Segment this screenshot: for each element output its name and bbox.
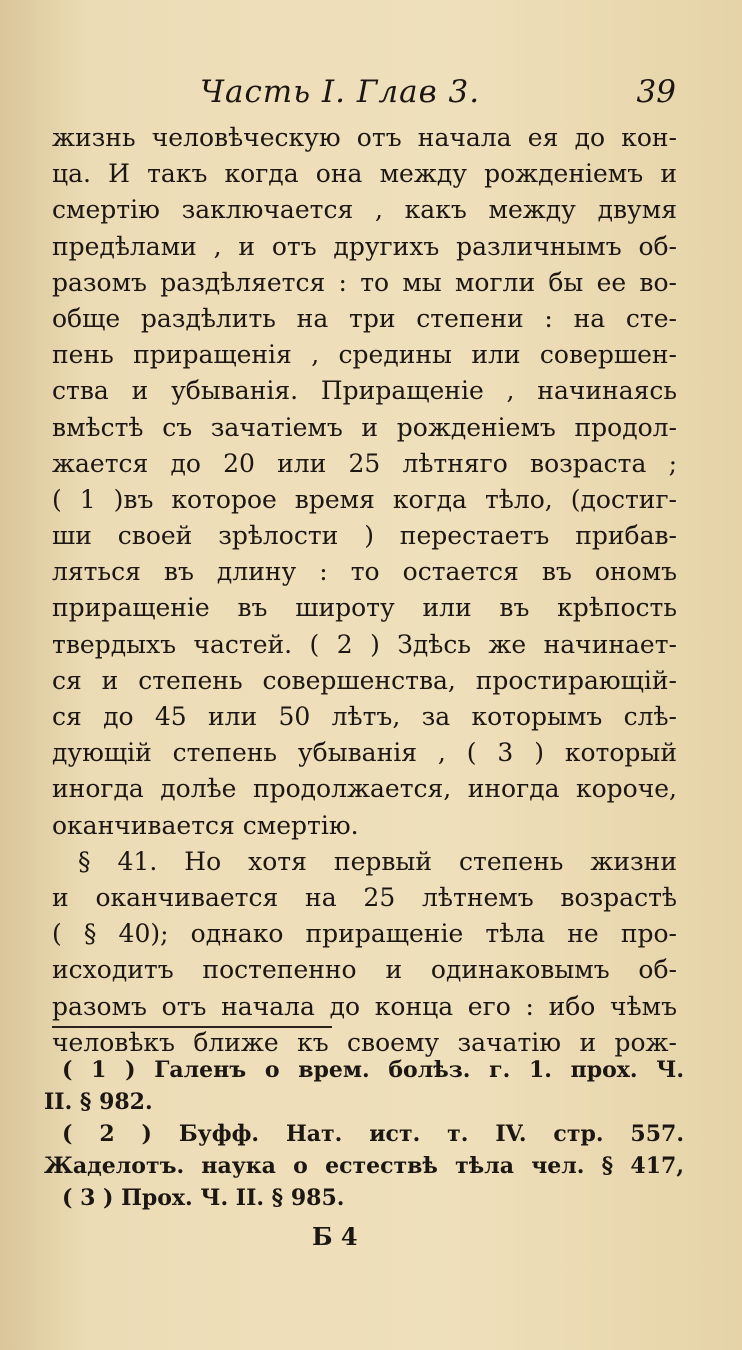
text-line: ства и убыванія. Приращеніе , начинаясь [52, 376, 677, 406]
signature-mark: Б 4 [312, 1222, 358, 1251]
text-line: и оканчивается на 25 лѣтнемъ возрастѣ [52, 882, 677, 912]
text-line: ляться въ длину : то остается въ ономъ [52, 557, 677, 587]
text-line: твердыхъ частей. ( 2 ) Здѣсь же начинает- [52, 629, 677, 659]
text-line: ( 1 )въ которое время когда тѣло, (достиг- [52, 484, 677, 514]
text-line: разомъ раздѣляется : то мы могли бы ее во- [52, 267, 677, 297]
footnote-divider [52, 1026, 332, 1028]
text-line: вмѣстѣ съ зачатіемъ и рожденіемъ продол- [52, 412, 677, 442]
text-line: иногда долѣе продолжается, иногда короче, [52, 774, 677, 804]
text-line: жается до 20 или 25 лѣтняго возраста ; [52, 448, 677, 478]
page-header [0, 74, 742, 114]
footnote-line: ( 2 ) Буфф. Нат. ист. т. IV. стр. 557. [62, 1121, 684, 1147]
footnotes [44, 1054, 684, 1214]
text-line: ( § 40); однако приращеніе тѣла не про- [52, 919, 677, 949]
footnote-line: Жаделотъ. наука о естествѣ тѣла чел. § 417, [44, 1153, 684, 1179]
text-line: ца. И такъ когда она между рожденіемъ и [52, 159, 677, 189]
text-line: исходитъ постепенно и одинаковымъ об- [52, 955, 677, 985]
text-line: предѣлами , и отъ другихъ различнымъ об- [52, 231, 677, 261]
text-line: оканчивается смертію. [52, 810, 359, 840]
text-line: ши своей зрѣлости ) перестаетъ прибав- [52, 521, 677, 551]
text-line: смертію заключается , какъ между двумя [52, 195, 677, 225]
footnote-line: ( 3 ) Прох. Ч. II. § 985. [62, 1185, 345, 1211]
section-start-line: § 41. Но хотя первый степень жизни [78, 846, 677, 876]
footnote-line: ( 1 ) Галенъ о врем. болѣз. г. 1. прох. Ч. [62, 1057, 684, 1083]
text-line: разомъ отъ начала до конца его : ибо чѣмъ [52, 991, 677, 1021]
footnote-line: II. § 982. [44, 1089, 153, 1115]
page-number: 39 [636, 74, 676, 110]
text-line: обще раздѣлить на три степени : на сте- [52, 303, 677, 333]
text-line: человѣкъ ближе къ своему зачатію и рож- [52, 1027, 677, 1057]
text-line: жизнь человѣческую отъ начала ея до кон- [52, 123, 677, 152]
text-line: пень приращенія , средины или совершен- [52, 340, 677, 370]
text-line: ся и степень совершенства, простирающій- [52, 665, 677, 695]
text-line: дующій степень убыванія , ( 3 ) который [52, 738, 677, 768]
body-text [52, 120, 677, 1061]
text-line: приращеніе въ широту или въ крѣпость [52, 593, 677, 623]
running-head: Часть I. Глав 3. [200, 74, 481, 110]
text-line: ся до 45 или 50 лѣтъ, за которымъ слѣ- [52, 702, 677, 731]
